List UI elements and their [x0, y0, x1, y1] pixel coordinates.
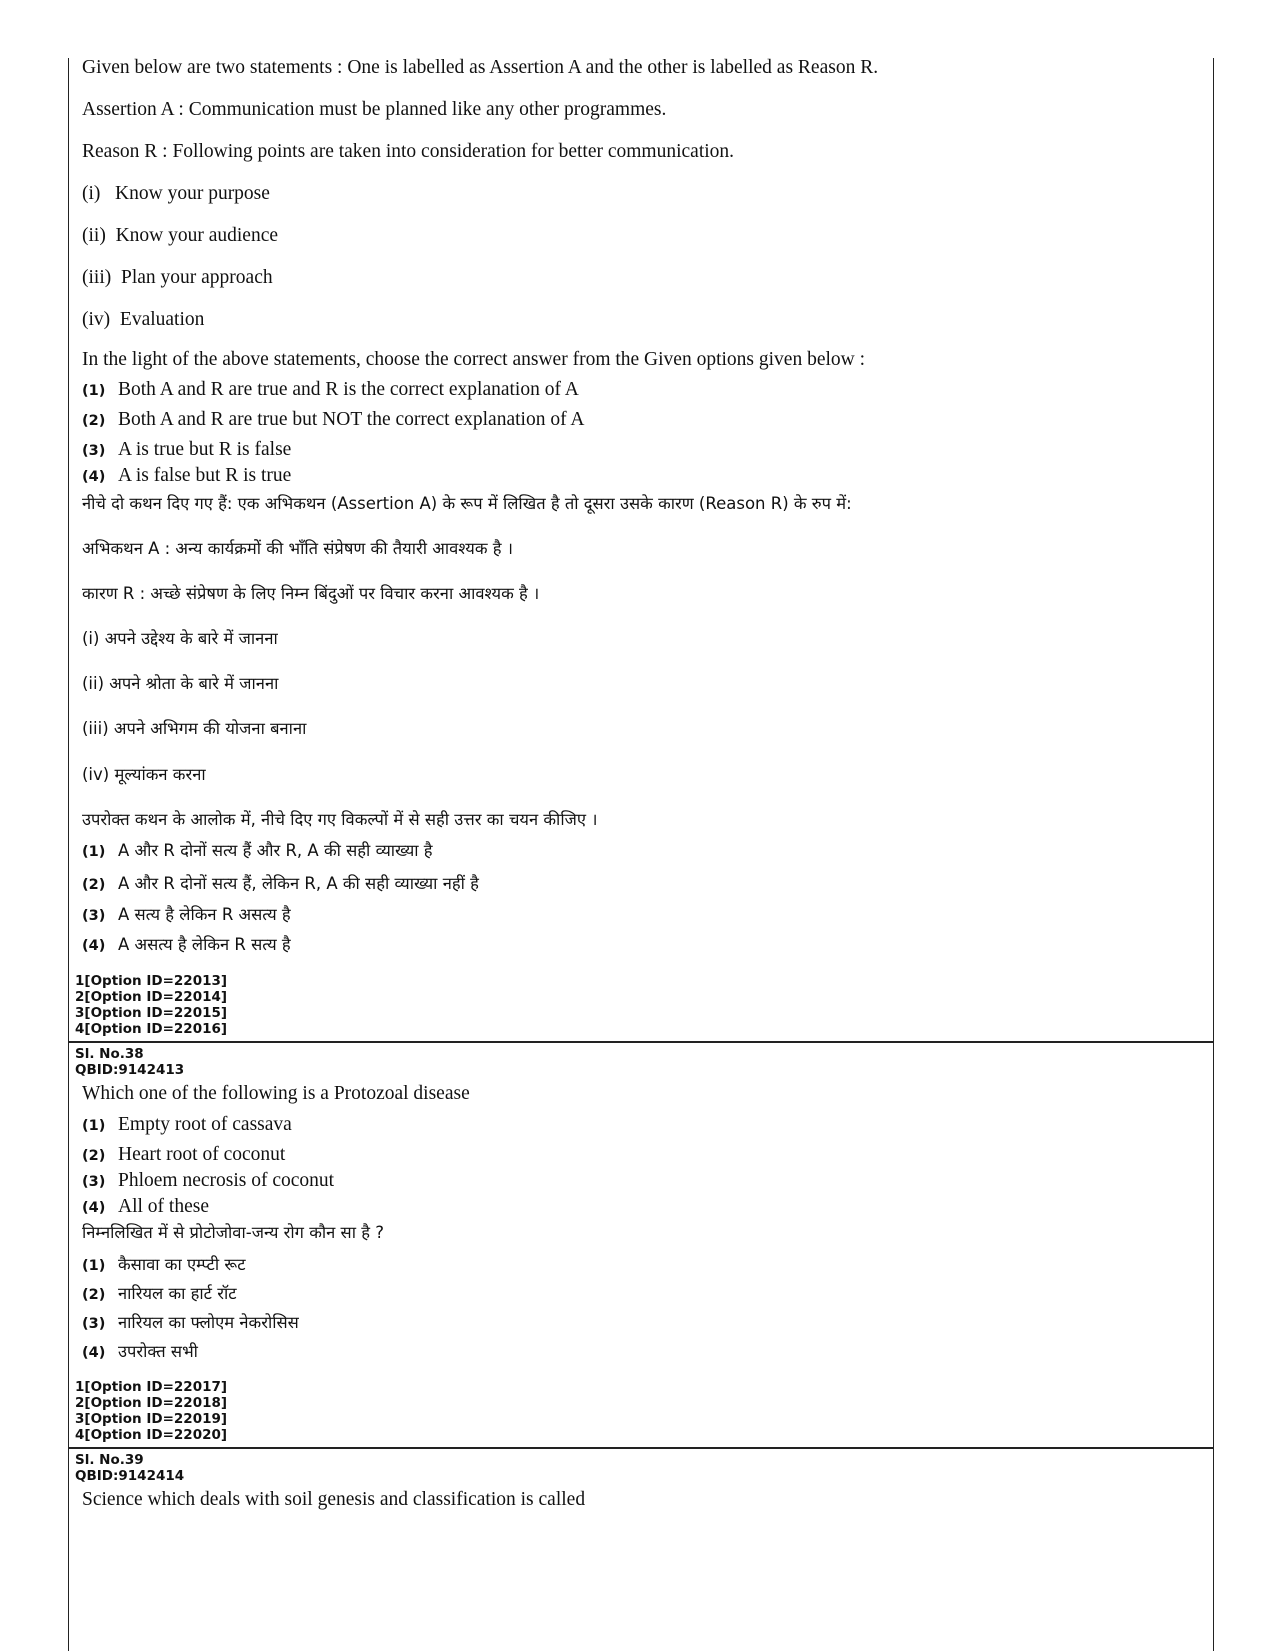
q37-hi-instruction: उपरोक्त कथन के आलोक में, नीचे दिए गए विकल्पों में से सही उत्तर का चयन कीजिए ।: [82, 810, 598, 829]
q37-point: (iii) Plan your approach: [82, 267, 273, 288]
option-number: (2): [82, 1148, 106, 1164]
option-text: A असत्य है लेकिन R सत्य है: [118, 935, 291, 954]
option-number: (1): [82, 844, 106, 860]
option-text: नारियल का फ्लोएम नेकरोसिस: [118, 1313, 299, 1332]
q37-hi-point: (ii) अपने श्रोता के बारे में जानना: [82, 674, 279, 693]
option-text: Both A and R are true but NOT the correct explanation of A: [118, 409, 585, 430]
option-number: (1): [82, 1118, 106, 1134]
option-number: (2): [82, 1287, 106, 1303]
option-text: All of these: [118, 1196, 209, 1217]
option-id: 3[Option ID=22015]: [75, 1005, 228, 1021]
q38-hi-option-3: [82, 1313, 299, 1333]
q39-qbid: QBID:9142414: [75, 1468, 185, 1484]
option-id: 4[Option ID=22016]: [75, 1021, 228, 1037]
option-number: (1): [82, 383, 106, 399]
q37-hi-option-4: [82, 935, 291, 955]
q38-option-4: [82, 1197, 209, 1217]
option-text: A और R दोनों सत्य हैं और R, A की सही व्याख्या है: [118, 841, 433, 860]
question-divider: [68, 1041, 1214, 1043]
q37-reason: Reason R : Following points are taken into consideration for better communication.: [82, 141, 735, 162]
q37-intro: Given below are two statements : One is labelled as Assertion A and the other is labelled as Reason R.: [82, 57, 879, 78]
q37-hi-option-1: [82, 841, 433, 861]
option-number: (1): [82, 1258, 106, 1274]
option-number: (4): [82, 469, 106, 485]
option-text: A सत्य है लेकिन R असत्य है: [118, 905, 291, 924]
q38-sl-no: Sl. No.38: [75, 1046, 144, 1062]
q38-qbid: QBID:9142413: [75, 1062, 185, 1078]
q37-option-4: [82, 466, 291, 486]
q37-hi-reason: कारण R : अच्छे संप्रेषण के लिए निम्न बिंदुओं पर विचार करना आवश्यक है ।: [82, 584, 540, 603]
q37-hi-point: (iii) अपने अभिगम की योजना बनाना: [82, 719, 307, 738]
option-text: A is false but R is true: [118, 465, 292, 486]
q37-point: (iv) Evaluation: [82, 309, 205, 330]
q37-hi-option-3: [82, 905, 291, 925]
q37-hi-assertion: अभिकथन A : अन्य कार्यक्रमाेें की भाँति संप्रेषण की तैयारी आवश्यक है ।: [82, 539, 514, 558]
option-id: 4[Option ID=22020]: [75, 1427, 228, 1443]
option-number: (2): [82, 877, 106, 893]
q38-hi-question: निम्नलिखित में से प्रोटोजोवा-जन्य रोग कौन सा है ?: [82, 1223, 384, 1242]
q37-assertion: Assertion A : Communication must be planned like any other programmes.: [82, 99, 667, 120]
option-text: कैसावा का एम्प्टी रूट: [118, 1255, 246, 1274]
option-number: (2): [82, 413, 106, 429]
option-number: (3): [82, 443, 106, 459]
q37-hi-option-2: [82, 874, 479, 894]
q38-hi-option-4: [82, 1342, 198, 1362]
option-number: (3): [82, 1316, 106, 1332]
option-id: 1[Option ID=22017]: [75, 1379, 228, 1395]
question-divider: [68, 1447, 1214, 1449]
option-number: (4): [82, 938, 106, 954]
q37-instruction: In the light of the above statements, choose the correct answer from the Given options given below :: [82, 349, 866, 370]
q38-question: Which one of the following is a Protozoal disease: [82, 1083, 470, 1104]
option-number: (3): [82, 908, 106, 924]
option-id: 2[Option ID=22014]: [75, 989, 228, 1005]
q37-option-3: [82, 440, 291, 460]
q37-option-1: [82, 380, 579, 400]
q37-point: (ii) Know your audience: [82, 225, 279, 246]
q38-hi-option-2: [82, 1284, 237, 1304]
q37-hi-point: (i) अपने उद्देश्य के बारे में जानना: [82, 629, 278, 648]
option-text: Both A and R are true and R is the correct explanation of A: [118, 379, 579, 400]
q38-hi-option-1: [82, 1255, 246, 1275]
option-id: 1[Option ID=22013]: [75, 973, 228, 989]
option-number: (4): [82, 1200, 106, 1216]
option-text: A और R दोनों सत्य हैं, लेकिन R, A की सही व्याख्या नहीं है: [118, 874, 479, 893]
q39-question: Science which deals with soil genesis and classification is called: [82, 1489, 586, 1510]
option-text: Phloem necrosis of coconut: [118, 1170, 335, 1191]
q39-sl-no: Sl. No.39: [75, 1452, 144, 1468]
q38-option-2: [82, 1145, 285, 1165]
q38-option-3: [82, 1171, 334, 1191]
q37-hi-point: (iv) मूल्यांकन करना: [82, 765, 206, 784]
option-text: Empty root of cassava: [118, 1114, 292, 1135]
option-text: उपरोक्त सभी: [118, 1342, 198, 1361]
option-text: Heart root of coconut: [118, 1144, 286, 1165]
option-number: (3): [82, 1174, 106, 1190]
option-text: A is true but R is false: [118, 439, 292, 460]
q37-option-2: [82, 410, 584, 430]
q37-hi-intro: नीचे दो कथन दिए गए हैं: एक अभिकथन (Assertion A) के रूप में लिखित है तो दूसरा उसके कारण (Reason R) के रुप में:: [82, 494, 852, 513]
q37-point: (i) Know your purpose: [82, 183, 270, 204]
option-id: 3[Option ID=22019]: [75, 1411, 228, 1427]
option-text: नारियल का हार्ट रॉट: [118, 1284, 237, 1303]
q38-option-1: [82, 1115, 292, 1135]
option-number: (4): [82, 1345, 106, 1361]
option-id: 2[Option ID=22018]: [75, 1395, 228, 1411]
